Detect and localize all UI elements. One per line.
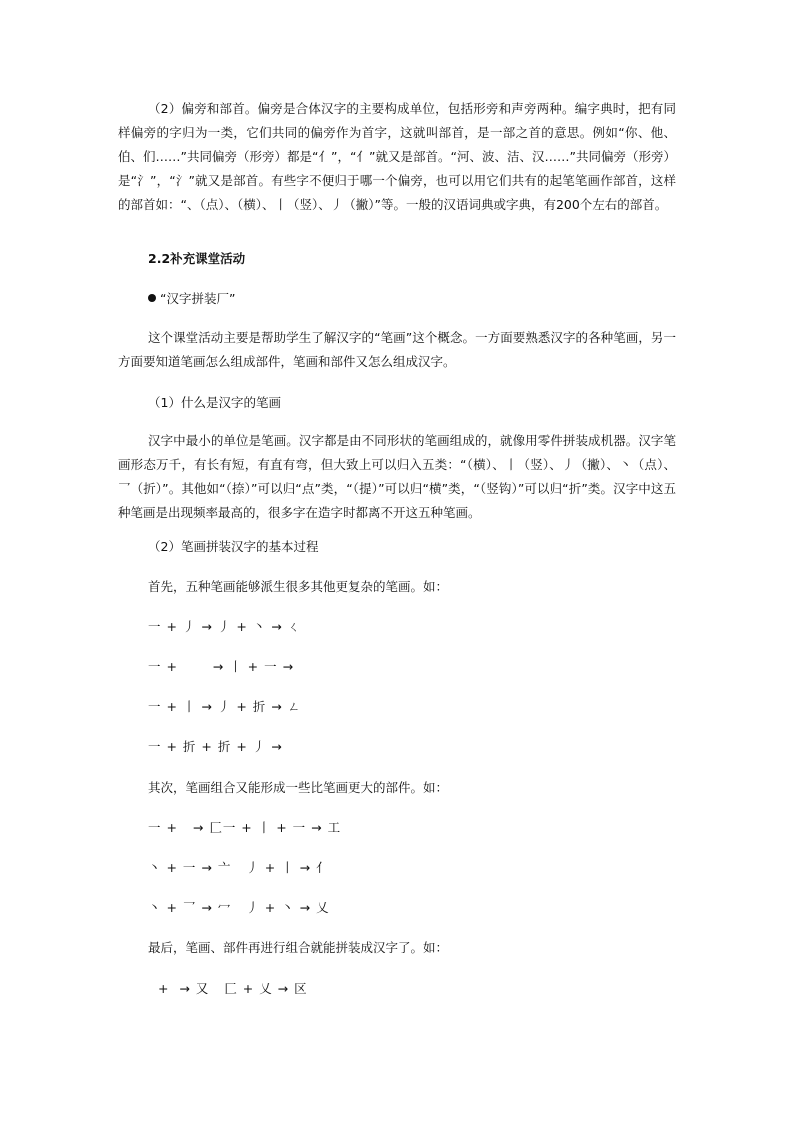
paragraph-strokes: 汉字中最小的单位是笔画。汉字都是由不同形状的笔画组成的，就像用零件拼装成机器。汉字笔画形态万千，有长有短，有直有弯，但大致上可以归入五类：“（横）、丨（竖）、丿（撇）、丶（点）、乛（折）”。其他如“（捺）”可以归“点”类，“（提）”可以归“横”类，“（竖钩）”可以归“折”类。汉字中这五种笔画是出现频率最高的，很多字在造字时都离不开这五种笔画。 (118, 433, 676, 520)
example-stroke-1: 一 + 丿 → 丿 + 丶 → ㄑ (148, 619, 302, 634)
text-first-step: 首先，五种笔画能够派生很多其他更复杂的笔画。如： (148, 579, 449, 594)
section-heading: 2.2补充课堂活动 (148, 251, 246, 266)
example-stroke-3: 一 + 丨 → 丿 + 折 → ㄥ (148, 699, 302, 714)
example-stroke-2: 一 + → 丨 + 一 → (148, 659, 295, 674)
example-component-3: 丶 + 乛 → 冖 丿 + 丶 → 乂 (148, 900, 330, 915)
paragraph-activity-intro: 这个课堂活动主要是帮助学生了解汉字的“笔画”这个概念。一方面要熟悉汉字的各种笔画，另一方面要知道笔画怎么组成部件，笔画和部件又怎么组成汉字。 (118, 330, 676, 369)
example-character-1: + → 又 匚 + 乂 → 区 (158, 981, 308, 996)
bullet-activity-label: “汉字拼装厂” (160, 291, 236, 306)
example-component-1: 一 + → 匚一 + 丨 + 一 → 工 (148, 820, 342, 835)
subheading-assembly-process: （2）笔画拼装汉字的基本过程 (148, 539, 319, 554)
paragraph-radicals: （2）偏旁和部首。偏旁是合体汉字的主要构成单位，包括形旁和声旁两种。编字典时，把有同样偏旁的字归为一类，它们共同的偏旁作为首字，这就叫部首，是一部之首的意思。例如“你、他、伯、们……”共同偏旁（形旁）都是“亻”，“亻”就又是部首。“河、波、洁、汉……”共同偏旁（形旁）是“氵”，“氵”就又是部首。有些字不便归于哪一个偏旁，也可以用它们共有的起笔笔画作部首，这样的部首如：“、（点）、（横）、丨（竖）、丿（撇）”等。一般的汉语词典或字典，有200个左右的部首。 (118, 101, 676, 212)
bullet-dot-icon (148, 294, 156, 302)
example-stroke-4: 一 + 折 + 折 + 丿 → (148, 739, 283, 754)
text-second-step: 其次，笔画组合又能形成一些比笔画更大的部件。如： (148, 780, 449, 795)
text-third-step: 最后，笔画、部件再进行组合就能拼装成汉字了。如： (148, 940, 449, 955)
subheading-what-are-strokes: （1）什么是汉字的笔画 (148, 395, 281, 410)
bullet-activity-title (148, 289, 235, 309)
example-component-2: 丶 + 一 → 亠 丿 + 丨 → 亻 (148, 860, 330, 875)
